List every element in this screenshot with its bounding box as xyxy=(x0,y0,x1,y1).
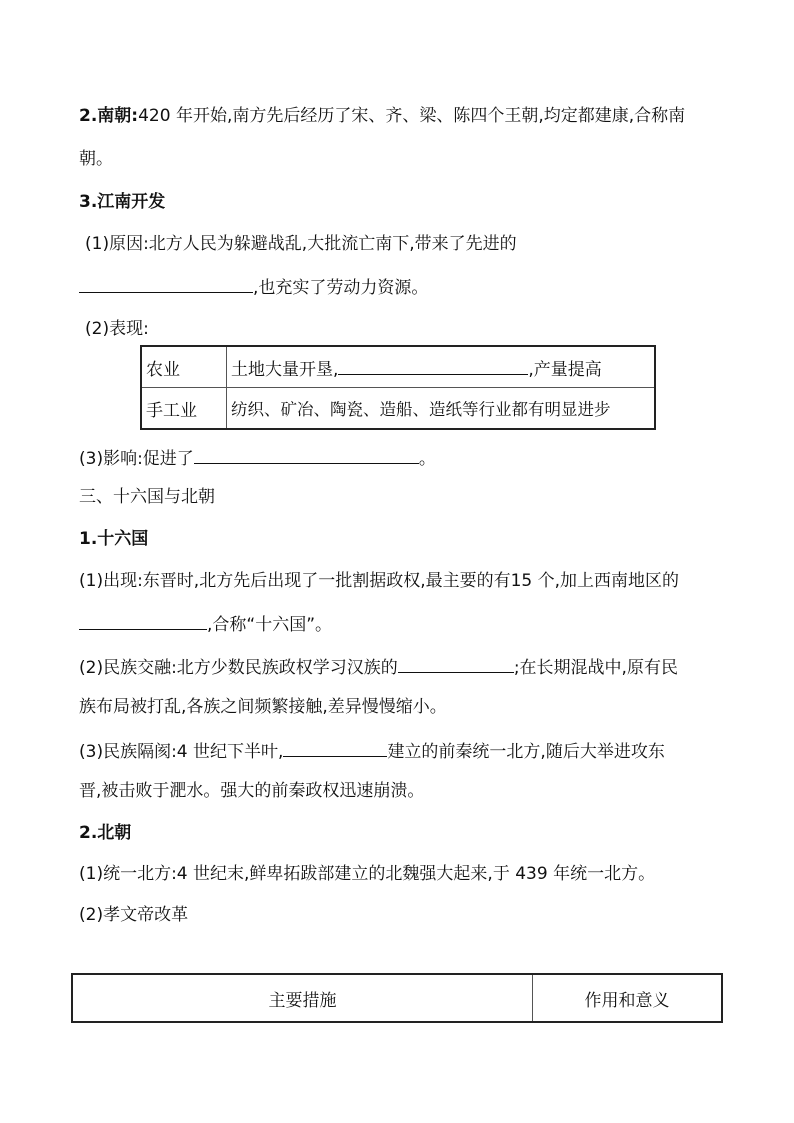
xiaowen-reform-table xyxy=(71,973,723,1023)
sector-cell: 手工业 xyxy=(141,388,227,430)
southern-dynasty-text: 420 年开始,南方先后经历了宋、齐、梁、陈四个王朝,均定都建康,合称南 xyxy=(138,106,686,126)
jiangnan-performance-label: (2)表现: xyxy=(85,319,149,339)
jiangnan-cause-line: (1)原因:北方人民为躲避战乱,大批流亡南下,带来了先进的 xyxy=(85,234,517,254)
jiangnan-cause-line-2 xyxy=(79,274,428,300)
agriculture-text-before: 土地大量开垦, xyxy=(231,359,339,380)
fill-blank-qian-qin-founder[interactable] xyxy=(283,738,387,757)
column-header-measures: 主要措施 xyxy=(72,974,533,1022)
sixteen-appearance-line: (1)出现:东晋时,北方先后出现了一批割据政权,最主要的有15 个,加上西南地区的 xyxy=(79,571,680,591)
sixteen-barrier-tail: 建立的前秦统一北方,随后大举进攻东 xyxy=(387,742,665,762)
sixteen-appearance-line-2 xyxy=(79,611,332,637)
jiangnan-influence-label: (3)影响:促进了 xyxy=(79,449,194,469)
detail-cell xyxy=(227,346,656,388)
fill-blank-han-learning[interactable] xyxy=(398,654,514,673)
fill-blank-southwest[interactable] xyxy=(79,611,207,630)
northern-reform-label: (2)孝文帝改革 xyxy=(79,905,189,925)
column-header-significance: 作用和意义 xyxy=(533,974,723,1022)
section-3-title: 三、十六国与北朝 xyxy=(79,487,215,507)
southern-dynasty-heading: 2.南朝: xyxy=(79,106,139,126)
jiangnan-influence-line xyxy=(79,445,436,471)
jiangnan-performance-table xyxy=(140,345,656,430)
southern-dynasty-line-2: 朝。 xyxy=(79,149,113,169)
detail-cell: 纺织、矿冶、陶瓷、造船、造纸等行业都有明显进步 xyxy=(227,388,656,430)
sixteen-appearance-tail: ,合称“十六国”。 xyxy=(207,615,333,635)
sixteen-fusion-text: (2)民族交融:北方少数民族政权学习汉族的 xyxy=(79,658,398,678)
sixteen-fusion-tail: ;在长期混战中,原有民 xyxy=(513,658,678,678)
sixteen-kingdoms-heading: 1.十六国 xyxy=(79,529,149,549)
sixteen-barrier-line xyxy=(79,738,665,764)
sixteen-fusion-line-2: 族布局被打乱,各族之间频繁接触,差异慢慢缩小。 xyxy=(79,697,447,717)
jiangnan-cause-tail: ,也充实了劳动力资源。 xyxy=(253,278,429,298)
fill-blank-agriculture[interactable] xyxy=(338,356,528,375)
table-row xyxy=(141,346,655,388)
sixteen-barrier-line-2: 晋,被击败于淝水。强大的前秦政权迅速崩溃。 xyxy=(79,781,425,801)
southern-dynasty-line-1 xyxy=(79,104,685,128)
agriculture-text-after: ,产量提高 xyxy=(528,359,602,380)
northern-dynasty-heading: 2.北朝 xyxy=(79,823,132,843)
sector-cell: 农业 xyxy=(141,346,227,388)
sixteen-fusion-line xyxy=(79,654,678,680)
table-row xyxy=(141,388,655,430)
table-header-row xyxy=(72,974,722,1022)
jiangnan-influence-tail: 。 xyxy=(418,449,436,469)
jiangnan-heading: 3.江南开发 xyxy=(79,192,166,212)
fill-blank-advanced[interactable] xyxy=(79,274,253,293)
fill-blank-influence[interactable] xyxy=(194,445,419,464)
northern-unify-line: (1)统一北方:4 世纪末,鲜卑拓跋部建立的北魏强大起来,于 439 年统一北方。 xyxy=(79,864,656,884)
sixteen-barrier-text: (3)民族隔阂:4 世纪下半叶, xyxy=(79,742,284,762)
